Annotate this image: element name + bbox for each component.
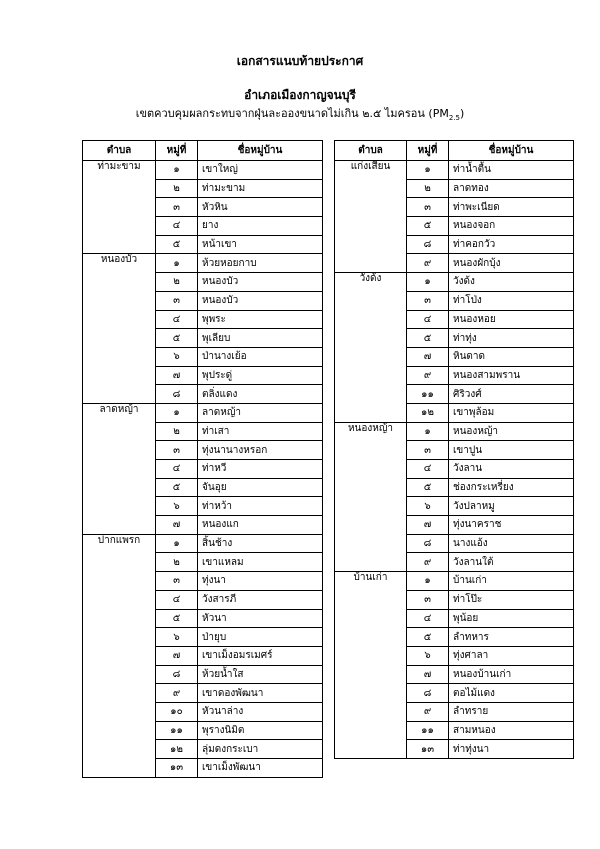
village-name-cell: หนองบ้านเก่า [449, 665, 574, 684]
table-row [335, 628, 574, 647]
table-row [335, 366, 574, 385]
village-name-cell: ลาดหญ้า [198, 403, 323, 422]
zone-description-close: ) [460, 107, 465, 120]
tambon-cell [335, 441, 407, 460]
tambon-cell [83, 235, 156, 254]
village-name-cell: ท่าคอกวัว [449, 235, 574, 254]
village-name-cell: ท่าหวี [198, 460, 323, 479]
tambon-cell [335, 609, 407, 628]
table-row [335, 590, 574, 609]
tambon-cell [335, 179, 407, 198]
moo-cell: ๑๓ [156, 759, 198, 778]
village-name-cell: หนองบัว [198, 273, 323, 292]
table-row [83, 161, 323, 180]
village-name-cell: ป่ายุบ [198, 628, 323, 647]
moo-cell: ๘ [407, 684, 449, 703]
moo-cell: ๘ [407, 235, 449, 254]
village-name-cell: ตลิ่งแดง [198, 385, 323, 404]
tambon-cell [83, 572, 156, 591]
tambon-cell [335, 721, 407, 740]
moo-cell: ๑๑ [407, 385, 449, 404]
village-name-cell: เขาเม็งพัฒนา [198, 759, 323, 778]
moo-cell: ๑๑ [407, 721, 449, 740]
tambon-cell [83, 366, 156, 385]
table-row [335, 254, 574, 273]
tambon-cell [335, 347, 407, 366]
village-name-cell: สามหนอง [449, 721, 574, 740]
tambon-cell [83, 329, 156, 348]
tambon-cell [83, 702, 156, 721]
right-village-table [334, 140, 574, 759]
table-row [335, 441, 574, 460]
village-name-cell: หัวนาล่าง [198, 702, 323, 721]
moo-cell: ๑ [407, 422, 449, 441]
village-name-cell: สิ้นช้าง [198, 534, 323, 553]
village-name-cell: วังลาน [449, 460, 574, 479]
village-name-cell: หนองจอก [449, 217, 574, 236]
village-name-cell: ทุ่งนา [198, 572, 323, 591]
table-row [335, 179, 574, 198]
table-row [335, 516, 574, 535]
moo-cell: ๔ [156, 590, 198, 609]
moo-cell: ๓ [156, 291, 198, 310]
village-name-cell: ท่าโป่ง [449, 291, 574, 310]
village-name-cell: ลำทหาร [449, 628, 574, 647]
village-name-cell: ห้วยหอยกาบ [198, 254, 323, 273]
moo-cell: ๗ [407, 516, 449, 535]
village-name-cell: พุเลียบ [198, 329, 323, 348]
table-row [83, 516, 323, 535]
tambon-cell [83, 553, 156, 572]
village-name-cell: ท่าโป๊ะ [449, 590, 574, 609]
table-row [83, 235, 323, 254]
moo-cell: ๗ [407, 665, 449, 684]
village-name-cell: ตอไม้แดง [449, 684, 574, 703]
table-row [335, 310, 574, 329]
table-row [335, 422, 574, 441]
moo-cell: ๑๒ [407, 403, 449, 422]
moo-cell: ๒ [156, 273, 198, 292]
table-row [335, 329, 574, 348]
moo-cell: ๑๓ [407, 740, 449, 759]
tambon-cell [335, 553, 407, 572]
table-row [335, 572, 574, 591]
table-row [335, 497, 574, 516]
table-row [335, 460, 574, 479]
moo-cell: ๑๐ [156, 702, 198, 721]
village-name-cell: ทุ่งนานางหรอก [198, 441, 323, 460]
moo-cell: ๑ [156, 534, 198, 553]
moo-cell: ๔ [156, 310, 198, 329]
table-row [335, 665, 574, 684]
tambon-cell [83, 478, 156, 497]
table-row [335, 347, 574, 366]
moo-cell: ๔ [407, 609, 449, 628]
village-name-cell: ทุ่งนาคราช [449, 516, 574, 535]
tambon-cell [335, 516, 407, 535]
table-row [335, 702, 574, 721]
village-name-cell: เขาปูน [449, 441, 574, 460]
tambon-cell [335, 460, 407, 479]
village-name-cell: จันอุย [198, 478, 323, 497]
table-row [83, 646, 323, 665]
moo-cell: ๔ [156, 460, 198, 479]
village-name-cell: ศิริวงศ์ [449, 385, 574, 404]
village-name-cell: หน้าเขา [198, 235, 323, 254]
village-name-cell: ลาดทอง [449, 179, 574, 198]
village-name-cell: ลำทราย [449, 702, 574, 721]
village-name-cell: เขาดองพัฒนา [198, 684, 323, 703]
table-row [83, 553, 323, 572]
table-row [83, 310, 323, 329]
left-village-table [82, 140, 323, 778]
village-name-cell: หนองแก [198, 516, 323, 535]
moo-cell: ๙ [407, 553, 449, 572]
tambon-cell [83, 497, 156, 516]
moo-cell: ๓ [407, 198, 449, 217]
table-row [83, 702, 323, 721]
tambon-cell: ท่ามะขาม [83, 161, 156, 180]
zone-description [0, 104, 600, 122]
table-row [83, 534, 323, 553]
table-row [335, 478, 574, 497]
village-name-cell: ท่าทุ่ง [449, 329, 574, 348]
table-row [83, 198, 323, 217]
tambon-cell [83, 422, 156, 441]
village-name-cell: นางแอ้ง [449, 534, 574, 553]
header-moo: หมู่ที่ [407, 141, 449, 161]
header-village: ชื่อหมู่บ้าน [449, 141, 574, 161]
tambon-cell: แก่งเสี้ยน [335, 161, 407, 180]
moo-cell: ๑ [407, 161, 449, 180]
document-title: เอกสารแนบท้ายประกาศ [236, 54, 364, 68]
tambon-cell [335, 628, 407, 647]
tambon-cell [83, 273, 156, 292]
village-name-cell: วังลานใต้ [449, 553, 574, 572]
tambon-cell [83, 198, 156, 217]
table-row [335, 385, 574, 404]
tambon-cell [335, 291, 407, 310]
table-row [83, 291, 323, 310]
table-row [335, 534, 574, 553]
moo-cell: ๑๒ [156, 740, 198, 759]
tambon-cell [83, 628, 156, 647]
table-row [335, 161, 574, 180]
moo-cell: ๑๑ [156, 721, 198, 740]
village-name-cell: ท่าเสา [198, 422, 323, 441]
moo-cell: ๖ [156, 347, 198, 366]
table-row [335, 273, 574, 292]
village-name-cell: ท่ามะขาม [198, 179, 323, 198]
tambon-cell [83, 759, 156, 778]
tambon-cell [335, 665, 407, 684]
moo-cell: ๘ [156, 385, 198, 404]
moo-cell: ๒ [156, 422, 198, 441]
moo-cell: ๔ [407, 460, 449, 479]
table-row [83, 422, 323, 441]
table-row [83, 441, 323, 460]
tambon-cell [83, 721, 156, 740]
village-name-cell: ช่องกระเหรี่ยง [449, 478, 574, 497]
tambon-cell [335, 478, 407, 497]
moo-cell: ๖ [156, 497, 198, 516]
village-name-cell: ยาง [198, 217, 323, 236]
table-row [83, 385, 323, 404]
zone-description-text: เขตควบคุมผลกระทบจากฝุ่นละอองขนาดไม่เกิน ๒.๕ ไมครอน (PM [135, 107, 449, 120]
village-name-cell: หนองบัว [198, 291, 323, 310]
table-row [83, 366, 323, 385]
tambon-cell [335, 590, 407, 609]
moo-cell: ๔ [407, 310, 449, 329]
moo-cell: ๕ [156, 329, 198, 348]
moo-cell: ๕ [156, 478, 198, 497]
table-row [83, 684, 323, 703]
tambon-cell [335, 329, 407, 348]
tambon-cell: หนองบัว [83, 254, 156, 273]
moo-cell: ๑ [156, 254, 198, 273]
pm-subscript: 2.5 [448, 114, 460, 123]
moo-cell: ๓ [156, 441, 198, 460]
tambon-cell [335, 403, 407, 422]
village-name-cell: ลุ่มดงกระเบา [198, 740, 323, 759]
moo-cell: ๘ [156, 665, 198, 684]
moo-cell: ๙ [407, 366, 449, 385]
village-name-cell: หัวนา [198, 609, 323, 628]
tambon-cell [335, 254, 407, 273]
tambon-cell [335, 217, 407, 236]
moo-cell: ๑ [407, 273, 449, 292]
tambon-cell [83, 291, 156, 310]
table-row [335, 646, 574, 665]
table-row [335, 721, 574, 740]
header-tambon: ตำบล [335, 141, 407, 161]
moo-cell: ๙ [407, 254, 449, 273]
village-name-cell: ท่าพะเนียด [449, 198, 574, 217]
table-row [83, 628, 323, 647]
moo-cell: ๙ [156, 684, 198, 703]
table-row [83, 665, 323, 684]
moo-cell: ๔ [156, 217, 198, 236]
table-row [83, 740, 323, 759]
tambon-cell [83, 460, 156, 479]
village-name-cell: บ้านเก่า [449, 572, 574, 591]
table-row [83, 403, 323, 422]
village-name-cell: วังสารภี [198, 590, 323, 609]
tambon-cell [335, 740, 407, 759]
tambon-cell: วังด้ง [335, 273, 407, 292]
moo-cell: ๗ [156, 646, 198, 665]
moo-cell: ๙ [407, 702, 449, 721]
table-row [83, 179, 323, 198]
table-row [335, 553, 574, 572]
moo-cell: ๕ [407, 217, 449, 236]
table-row [335, 235, 574, 254]
table-row [335, 403, 574, 422]
moo-cell: ๓ [407, 441, 449, 460]
tambon-cell [83, 217, 156, 236]
tambon-cell [83, 740, 156, 759]
table-row [335, 684, 574, 703]
moo-cell: ๕ [156, 609, 198, 628]
moo-cell: ๕ [407, 329, 449, 348]
moo-cell: ๓ [156, 572, 198, 591]
table-row [83, 572, 323, 591]
moo-cell: ๘ [407, 534, 449, 553]
table-row [83, 497, 323, 516]
village-name-cell: เขาพุล้อม [449, 403, 574, 422]
village-name-cell: ท่าทุ่งนา [449, 740, 574, 759]
moo-cell: ๑ [156, 161, 198, 180]
tambon-cell [83, 516, 156, 535]
table-row [335, 291, 574, 310]
tambon-cell [83, 665, 156, 684]
moo-cell: ๗ [156, 516, 198, 535]
tambon-cell [83, 347, 156, 366]
district-name: อำเภอเมืองกาญจนบุรี [244, 88, 356, 102]
tambon-cell [335, 684, 407, 703]
moo-cell: ๑ [407, 572, 449, 591]
tambon-cell [83, 646, 156, 665]
village-name-cell: ป่านางเย้อ [198, 347, 323, 366]
village-name-cell: ทุ่งศาลา [449, 646, 574, 665]
table-row [83, 329, 323, 348]
header-village: ชื่อหมู่บ้าน [198, 141, 323, 161]
tambon-cell [83, 590, 156, 609]
moo-cell: ๓ [407, 291, 449, 310]
table-row [83, 478, 323, 497]
tambon-cell [83, 684, 156, 703]
village-name-cell: พุน้อย [449, 609, 574, 628]
tambon-cell [335, 366, 407, 385]
moo-cell: ๕ [156, 235, 198, 254]
table-row [83, 759, 323, 778]
village-name-cell: เขาใหญ่ [198, 161, 323, 180]
tambon-cell [83, 385, 156, 404]
table-row [335, 217, 574, 236]
table-header-row [335, 141, 574, 161]
header-moo: หมู่ที่ [156, 141, 198, 161]
table-row [83, 460, 323, 479]
moo-cell: ๗ [156, 366, 198, 385]
tambon-cell [83, 179, 156, 198]
tambon-cell [335, 310, 407, 329]
village-name-cell: วังด้ง [449, 273, 574, 292]
table-row [83, 273, 323, 292]
moo-cell: ๒ [156, 553, 198, 572]
village-name-cell: หนองหอย [449, 310, 574, 329]
village-name-cell: หนองผักบุ้ง [449, 254, 574, 273]
tambon-cell: หนองหญ้า [335, 422, 407, 441]
table-row [335, 609, 574, 628]
village-name-cell: เขาเม็งอมรเมศร์ [198, 646, 323, 665]
village-name-cell: ท่าหว้า [198, 497, 323, 516]
village-name-cell: ท่าน้ำตื้น [449, 161, 574, 180]
tambon-cell [83, 310, 156, 329]
moo-cell: ๒ [407, 179, 449, 198]
tambon-cell [335, 198, 407, 217]
moo-cell: ๖ [407, 646, 449, 665]
village-name-cell: หนองสามพราน [449, 366, 574, 385]
village-name-cell: หินดาด [449, 347, 574, 366]
village-name-cell: ห้วยน้ำใส [198, 665, 323, 684]
moo-cell: ๑ [156, 403, 198, 422]
tambon-cell [335, 497, 407, 516]
village-name-cell: หนองหญ้า [449, 422, 574, 441]
moo-cell: ๕ [407, 478, 449, 497]
tambon-cell [335, 646, 407, 665]
moo-cell: ๓ [407, 590, 449, 609]
table-row [335, 740, 574, 759]
village-name-cell: พุประดู่ [198, 366, 323, 385]
village-name-cell: พุรางนิมิต [198, 721, 323, 740]
tambon-cell: ปากแพรก [83, 534, 156, 553]
table-row [83, 254, 323, 273]
moo-cell: ๖ [156, 628, 198, 647]
village-name-cell: เขาแหลม [198, 553, 323, 572]
tambon-cell: ลาดหญ้า [83, 403, 156, 422]
tambon-cell: บ้านเก่า [335, 572, 407, 591]
tambon-cell [335, 235, 407, 254]
table-header-row [83, 141, 323, 161]
moo-cell: ๖ [407, 497, 449, 516]
village-name-cell: พุพระ [198, 310, 323, 329]
moo-cell: ๓ [156, 198, 198, 217]
table-row [335, 198, 574, 217]
table-row [83, 217, 323, 236]
table-row [83, 721, 323, 740]
table-row [83, 590, 323, 609]
tambon-cell [335, 534, 407, 553]
header-tambon: ตำบล [83, 141, 156, 161]
village-name-cell: หัวหิน [198, 198, 323, 217]
moo-cell: ๗ [407, 347, 449, 366]
moo-cell: ๕ [407, 628, 449, 647]
tambon-cell [335, 385, 407, 404]
tambon-cell [335, 702, 407, 721]
tambon-cell [83, 609, 156, 628]
table-row [83, 609, 323, 628]
moo-cell: ๒ [156, 179, 198, 198]
tambon-cell [83, 441, 156, 460]
table-row [83, 347, 323, 366]
village-name-cell: วังปลาหมู [449, 497, 574, 516]
